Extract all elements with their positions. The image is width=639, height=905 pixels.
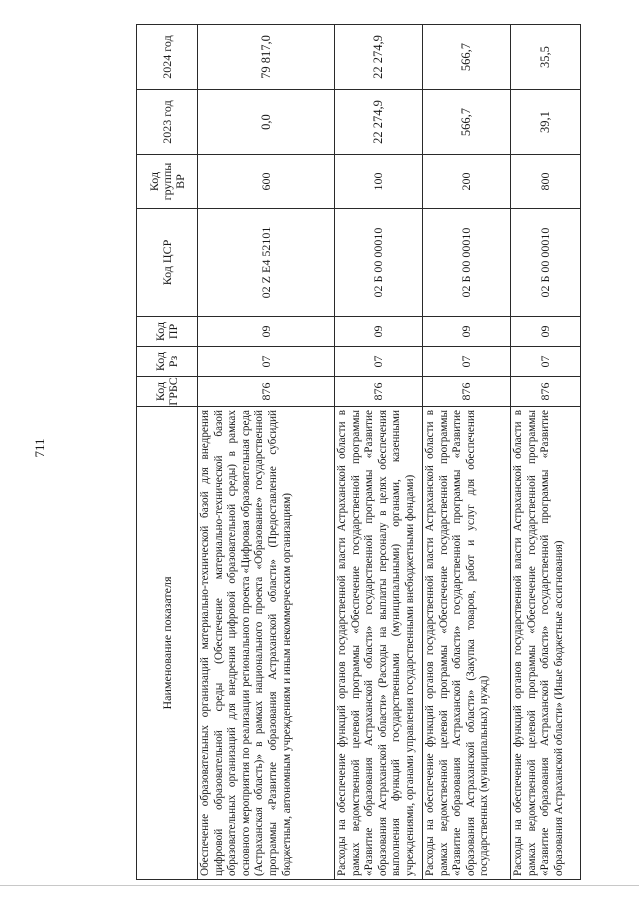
row-pr: 09: [335, 317, 423, 347]
budget-table: [136, 24, 581, 880]
row-rz: 07: [511, 347, 581, 377]
header-rz: Код Рз: [137, 347, 198, 377]
rotated-table-wrapper: [136, 25, 565, 880]
row-2024: 79 817,0: [198, 25, 335, 90]
row-name: Обеспечение образовательных организаций материально-технической базой для внедрения цифровой образовательной среды (Обеспечение материально-технической базой образовательных организаций для внедрения цифровой образовательной среды) в рамках основного мероприятия по реализации регионального проекта «Цифровая образовательная среда (Астраханская область)» в рамках национального проекта «Образование» государственной программы «Развитие образования Астраханской области» (Предоставление субсидий бюджетным, автономным учреждениям и иным некоммерческим организациям): [198, 407, 335, 880]
row-2024: 566,7: [423, 25, 511, 90]
row-csr: 02 Б 00 00010: [335, 209, 423, 317]
row-pr: 09: [423, 317, 511, 347]
row-csr: 02 Z E4 52101: [198, 209, 335, 317]
header-pr: Код ПР: [137, 317, 198, 347]
row-rz: 07: [198, 347, 335, 377]
table-header-row: [137, 25, 198, 880]
row-vr: 200: [423, 155, 511, 209]
row-2024: 35,5: [511, 25, 581, 90]
row-grbs: 876: [198, 377, 335, 407]
row-grbs: 876: [335, 377, 423, 407]
table-row: [198, 25, 335, 880]
header-csr: Код ЦСР: [137, 209, 198, 317]
row-2023: 39,1: [511, 90, 581, 155]
row-name: Расходы на обеспечение функций органов государственной власти Астраханской области в рамках ведомственной целевой программы «Обеспечение государственной программы «Развитие образования Астраханской области» государственной программы «Развитие образования Астраханской области» (Расходы на выплаты персоналу в целях обеспечения выполнения функций государственными (муниципальными) органами, казенными учреждениями, органами управления государственными внебюджетными фондами): [335, 407, 423, 880]
row-vr: 100: [335, 155, 423, 209]
row-2023: 22 274,9: [335, 90, 423, 155]
row-pr: 09: [198, 317, 335, 347]
page-bottom-rule: [0, 885, 639, 886]
header-2024: 2024 год: [137, 25, 198, 90]
row-grbs: 876: [423, 377, 511, 407]
row-csr: 02 Б 00 00010: [511, 209, 581, 317]
row-grbs: 876: [511, 377, 581, 407]
row-2024: 22 274,9: [335, 25, 423, 90]
row-rz: 07: [335, 347, 423, 377]
row-rz: 07: [423, 347, 511, 377]
header-2023: 2023 год: [137, 90, 198, 155]
row-name: Расходы на обеспечение функций органов государственной власти Астраханской области в рамках ведомственной целевой программы «Обеспечение государственной программы «Развитие образования Астраханской области» государственной программы «Развитие образования Астраханской области» (Закупка товаров, работ и услуг для обеспечения государственных (муниципальных) нужд): [423, 407, 511, 880]
row-vr: 800: [511, 155, 581, 209]
row-vr: 600: [198, 155, 335, 209]
row-csr: 02 Б 00 00010: [423, 209, 511, 317]
header-grbs: Код ГРБС: [137, 377, 198, 407]
table-row: [511, 25, 581, 880]
row-2023: 566,7: [423, 90, 511, 155]
header-name: Наименование показателя: [137, 407, 198, 880]
page-number: 711: [32, 438, 47, 458]
table-row: [335, 25, 423, 880]
header-vr: Код группы ВР: [137, 155, 198, 209]
row-name: Расходы на обеспечение функций органов государственной власти Астраханской области в рамках ведомственной целевой программы «Обеспечение государственной программы «Развитие образования Астраханской области» государственной программы «Развитие образования Астраханской области» (Иные бюджетные ассигнования): [511, 407, 581, 880]
row-2023: 0,0: [198, 90, 335, 155]
table-row: [423, 25, 511, 880]
row-pr: 09: [511, 317, 581, 347]
